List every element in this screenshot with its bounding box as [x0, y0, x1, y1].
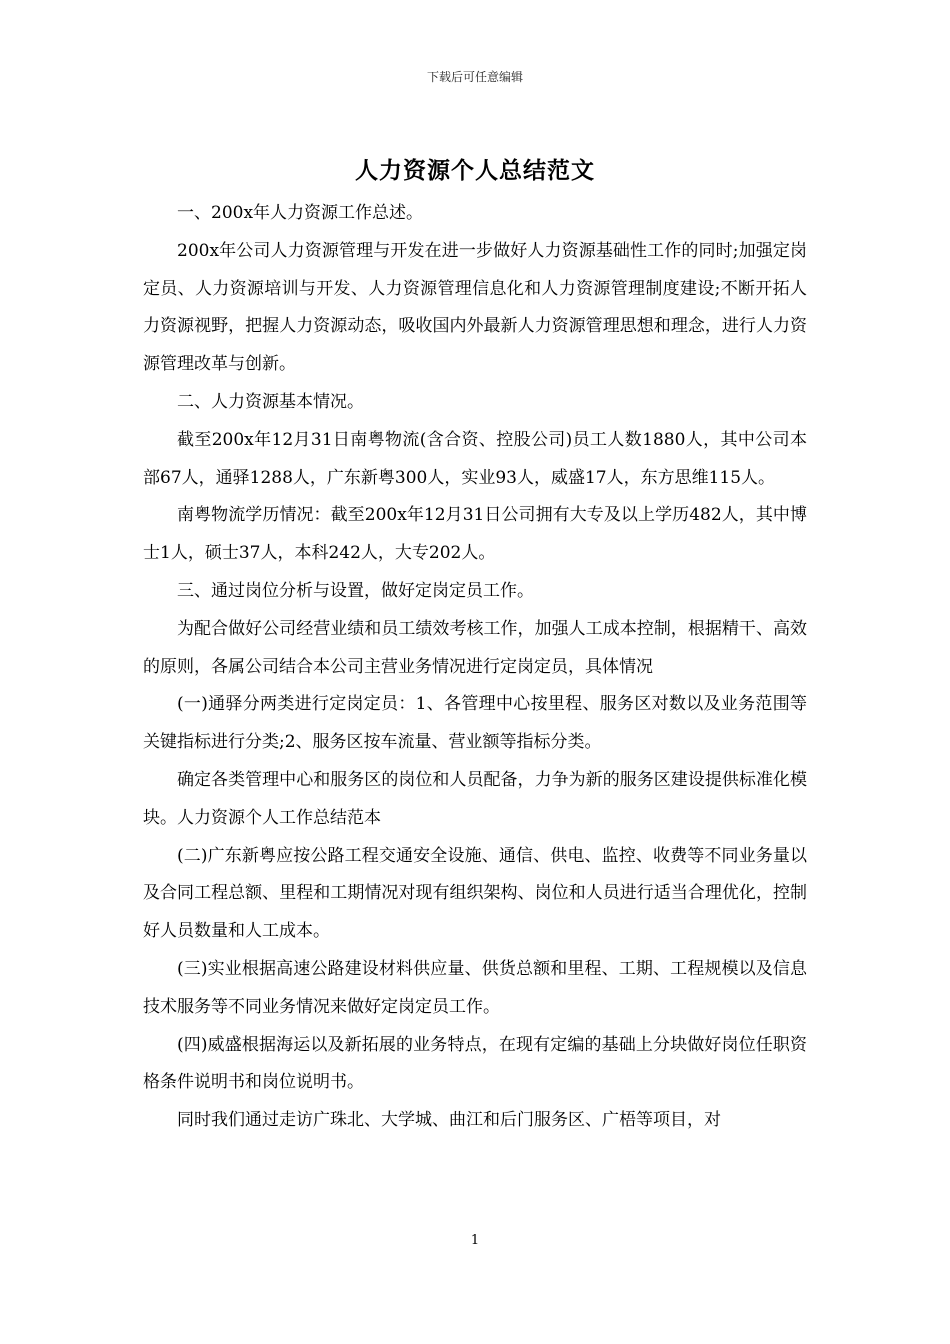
paragraph: 同时我们通过走访广珠北、大学城、曲江和后门服务区、广梧等项目，对	[177, 1110, 721, 1131]
paragraph: (一)通驿分两类进行定岗定员：1、各管理中心按里程、服务区对数以及业务范围等关键指标进行分类;2、服务区按车流量、营业额等指标分类。	[143, 694, 807, 753]
page-number: 1	[470, 1233, 480, 1248]
paragraph: 一、200x年人力资源工作总述。	[177, 203, 424, 223]
paragraph: 三、通过岗位分析与设置，做好定岗定员工作。	[177, 580, 534, 601]
paragraph: 200x年公司人力资源管理与开发在进一步做好人力资源基础性工作的同时;加强定岗定员、人力资源培训与开发、人力资源管理信息化和人力资源管理制度建设;不断开拓人力资源视野，把握人力资源动态，吸收国内外最新人力资源管理思想和理念，进行人力资源管理改革与创新。	[143, 240, 807, 375]
paragraph: 截至200x年12月31日南粤物流(含合资、控股公司)员工人数1880人，其中公司本部67人，通驿1288人，广东新粤300人，实业93人，威盛17人，东方思维115人。	[143, 429, 807, 488]
header-note: 下载后可任意编辑	[426, 70, 523, 84]
paragraph: 二、人力资源基本情况。	[177, 391, 364, 412]
paragraph: 确定各类管理中心和服务区的岗位和人员配备，力争为新的服务区建设提供标准化模块。人力资源个人工作总结范本	[143, 769, 807, 828]
document-title: 人力资源个人总结范文	[355, 157, 595, 184]
paragraph: (三)实业根据高速公路建设材料供应量、供货总额和里程、工期、工程规模以及信息技术服务等不同业务情况来做好定岗定员工作。	[143, 958, 807, 1017]
paragraph: (二)广东新粤应按公路工程交通安全设施、通信、供电、监控、收费等不同业务量以及合同工程总额、里程和工期情况对现有组织架构、岗位和人员进行适当合理优化，控制好人员数量和人工成本。	[143, 845, 807, 942]
paragraph: 为配合做好公司经营业绩和员工绩效考核工作，加强人工成本控制，根据精干、高效的原则，各属公司结合本公司主营业务情况进行定岗定员，具体情况	[143, 618, 807, 677]
document-body	[143, 195, 807, 1140]
paragraph: (四)威盛根据海运以及新拓展的业务特点，在现有定编的基础上分块做好岗位任职资格条件说明书和岗位说明书。	[143, 1034, 807, 1093]
paragraph: 南粤物流学历情况：截至200x年12月31日公司拥有大专及以上学历482人，其中博士1人，硕士37人，本科242人，大专202人。	[143, 505, 807, 564]
